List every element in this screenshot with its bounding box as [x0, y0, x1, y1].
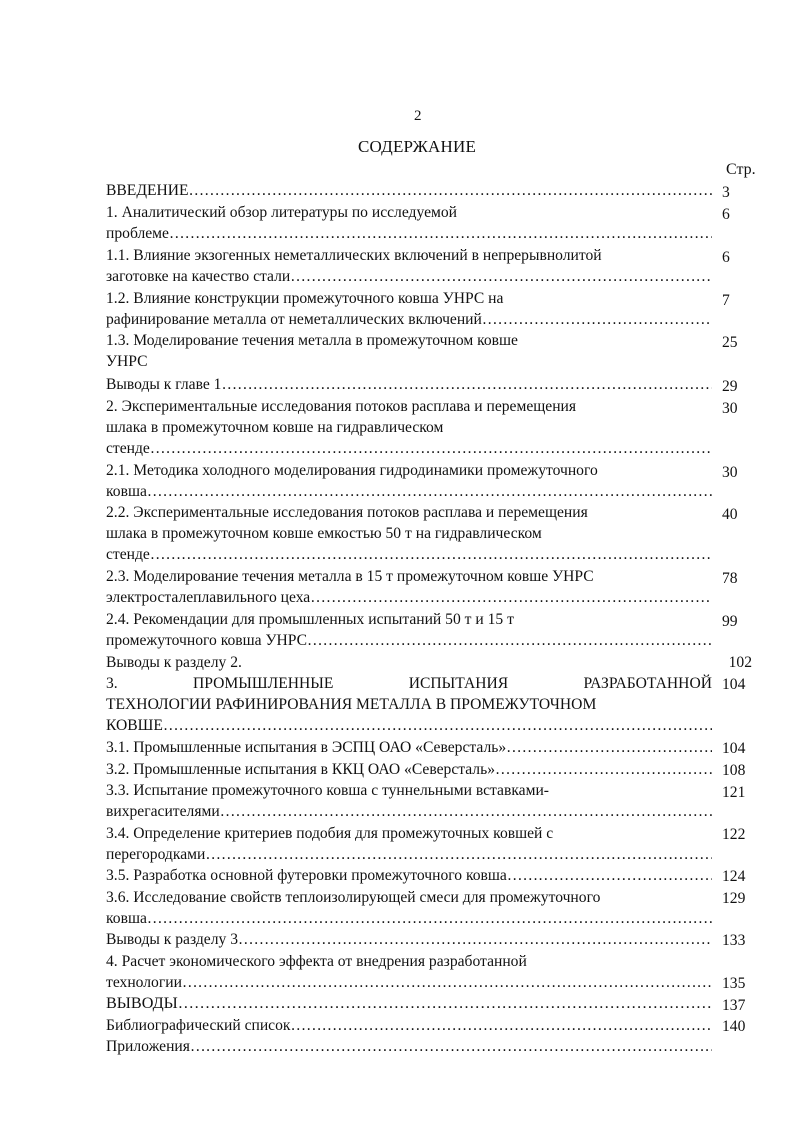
toc-page-number: 133	[722, 932, 746, 949]
toc-page-number: 137	[722, 997, 746, 1014]
toc-entry-line: КОВШЕ ………………………………………………………………………………………………………………………………………………………	[106, 715, 712, 736]
toc-page-number: 25	[722, 334, 738, 351]
toc-entry-line: проблеме ………………………………………………………………………………………………………………………………………………………	[106, 223, 712, 244]
toc-page-number: 30	[722, 400, 738, 417]
toc-entry	[106, 288, 712, 330]
toc-entry-line: 1.2. Влияние конструкции промежуточного ковша УНРС на	[106, 290, 504, 307]
toc-entry-line: электросталеплавильного цеха ………………………………………………………………………………………………………………………………………………………	[106, 587, 712, 608]
toc-page-number: 6	[722, 249, 730, 266]
toc-entry-line: ковша ………………………………………………………………………………………………………………………………………………………	[106, 481, 712, 502]
toc-entry	[106, 202, 712, 244]
toc-page-number: 108	[722, 762, 746, 779]
toc-entry-line: стенде ………………………………………………………………………………………………………………………………………………………	[106, 438, 712, 459]
toc-entry-line: 3.5. Разработка основной футеровки промежуточного ковша ………………………………………………………………………………………………………………………………………………………	[106, 865, 712, 886]
toc-entry	[106, 759, 712, 780]
toc-entry-line: УНРС	[106, 353, 148, 370]
toc-entry	[106, 673, 712, 736]
toc-page-number: 3	[722, 184, 730, 201]
toc-entry-line: ковша ………………………………………………………………………………………………………………………………………………………	[106, 908, 712, 929]
toc-entry	[106, 887, 712, 929]
toc-page-number: 30	[722, 464, 738, 481]
toc-entry-line: ВЫВОДЫ ………………………………………………………………………………………………………………………………………………………	[106, 993, 712, 1014]
toc-page-number: 40	[722, 506, 738, 523]
toc-entry-line: 1.3. Моделирование течения металла в промежуточном ковше	[106, 332, 518, 349]
toc-entry-line: 3.3. Испытание промежуточного ковша с туннельными вставками-	[106, 782, 550, 799]
page-column-label: Стр.	[726, 161, 756, 178]
toc-entry	[106, 737, 712, 758]
toc-entry	[106, 374, 712, 395]
toc-entry-line: перегородками ………………………………………………………………………………………………………………………………………………………	[106, 844, 712, 865]
toc-entry	[106, 330, 712, 372]
toc-entry	[106, 566, 712, 608]
toc-entry	[106, 245, 712, 287]
toc-page-number: 121	[722, 784, 746, 801]
toc-entry-line: Выводы к разделу 2.	[106, 654, 242, 671]
toc-entry-word: 3.	[106, 675, 118, 692]
toc-page-number: 6	[722, 206, 730, 223]
toc-entry-line: 3.4. Определение критериев подобия для промежуточных ковшей с	[106, 825, 554, 842]
toc-page-number: 104	[722, 676, 746, 693]
toc-entry-line: ТЕХНОЛОГИИ РАФИНИРОВАНИЯ МЕТАЛЛА В ПРОМЕЖУТОЧНОМ	[106, 696, 597, 713]
toc-entry-line: технологии ………………………………………………………………………………………………………………………………………………………	[106, 972, 712, 993]
toc-entry-line: 2. Экспериментальные исследования потоков расплава и перемещения	[106, 398, 577, 415]
toc-entry-line: 2.4. Рекомендации для промышленных испытаний 50 т и 15 т	[106, 611, 514, 628]
toc-entry-line: 1. Аналитический обзор литературы по исследуемой	[106, 204, 458, 221]
toc-entry-word: РАЗРАБОТАННОЙ	[583, 675, 712, 692]
toc-entry	[106, 951, 712, 993]
toc-page-number: 124	[722, 868, 746, 885]
toc-entry	[106, 993, 712, 1014]
toc-entry	[106, 1015, 712, 1036]
toc-entry-line: 3.2. Промышленные испытания в ККЦ ОАО «Северсталь» ………………………………………………………………………………………………………………………………………………………	[106, 759, 712, 780]
page-title: СОДЕРЖАНИЕ	[358, 137, 477, 156]
toc-entry-line: ВВЕДЕНИЕ ………………………………………………………………………………………………………………………………………………………	[106, 180, 712, 201]
toc-entry-line: промежуточного ковша УНРС ………………………………………………………………………………………………………………………………………………………	[106, 630, 712, 651]
toc-page-number: 129	[722, 890, 746, 907]
toc-entry	[106, 460, 712, 502]
toc-entry-line: 1.1. Влияние экзогенных неметаллических включений в непрерывнолитой	[106, 247, 602, 264]
toc-entry	[106, 823, 712, 865]
toc-page-number: 78	[722, 570, 738, 587]
toc-entry	[106, 180, 712, 201]
toc-entry-line: 2.3. Моделирование течения металла в 15 т промежуточном ковше УНРС	[106, 568, 594, 585]
toc-entry-line: Библиографический список ………………………………………………………………………………………………………………………………………………………	[106, 1015, 712, 1036]
toc-entry	[106, 609, 712, 651]
toc-entry-line: Приложения ………………………………………………………………………………………………………………………………………………………	[106, 1036, 712, 1057]
toc-page-number: 140	[722, 1018, 746, 1035]
toc-entry-line: 4. Расчет экономического эффекта от внедрения разработанной	[106, 953, 527, 970]
toc-entry	[106, 1036, 712, 1057]
toc-page-number: 7	[722, 292, 730, 309]
toc-page-number: 104	[722, 740, 746, 757]
toc-entry	[106, 502, 712, 565]
toc-entry-word: ИСПЫТАНИЯ	[408, 675, 509, 692]
toc-entry-line: заготовке на качество стали ………………………………………………………………………………………………………………………………………………………	[106, 266, 712, 287]
toc-page-number: 99	[722, 613, 738, 630]
toc-entry-line: 2.2. Экспериментальные исследования потоков расплава и перемещения	[106, 504, 588, 521]
toc-entry-line: рафинирование металла от неметаллических включений ………………………………………………………………………………………………………………………………………………………	[106, 309, 712, 330]
toc-entry-line: вихрегасителями ………………………………………………………………………………………………………………………………………………………	[106, 801, 712, 822]
toc-entry-line	[106, 673, 712, 694]
toc-entry	[106, 929, 712, 950]
toc-entry	[106, 865, 712, 886]
toc-entry-line: Выводы к разделу 3 ………………………………………………………………………………………………………………………………………………………	[106, 929, 712, 950]
toc-page-number: 102	[728, 654, 752, 671]
toc-entry-line: шлака в промежуточном ковше на гидравлическом	[106, 419, 444, 436]
toc-page-number: 135	[722, 975, 746, 992]
toc-entry	[106, 780, 712, 822]
toc-entry-line: 3.6. Исследование свойств теплоизолирующей смеси для промежуточного	[106, 889, 601, 906]
toc-entry	[106, 396, 712, 459]
toc-entry	[106, 652, 712, 673]
toc-entry-line: 3.1. Промышленные испытания в ЭСПЦ ОАО «Северсталь» ………………………………………………………………………………………………………………………………………………………	[106, 737, 712, 758]
toc-entry-line: стенде ………………………………………………………………………………………………………………………………………………………	[106, 544, 712, 565]
toc-entry-line: 2.1. Методика холодного моделирования гидродинамики промежуточного	[106, 462, 598, 479]
toc-page-number: 122	[722, 826, 746, 843]
page-number: 2	[414, 108, 422, 124]
toc-entry-line: Выводы к главе 1 ………………………………………………………………………………………………………………………………………………………	[106, 374, 712, 395]
toc-entry-word: ПРОМЫШЛЕННЫЕ	[193, 675, 334, 692]
toc-entry-line: шлака в промежуточном ковше емкостью 50 т на гидравлическом	[106, 525, 542, 542]
toc-page-number: 29	[722, 378, 738, 395]
